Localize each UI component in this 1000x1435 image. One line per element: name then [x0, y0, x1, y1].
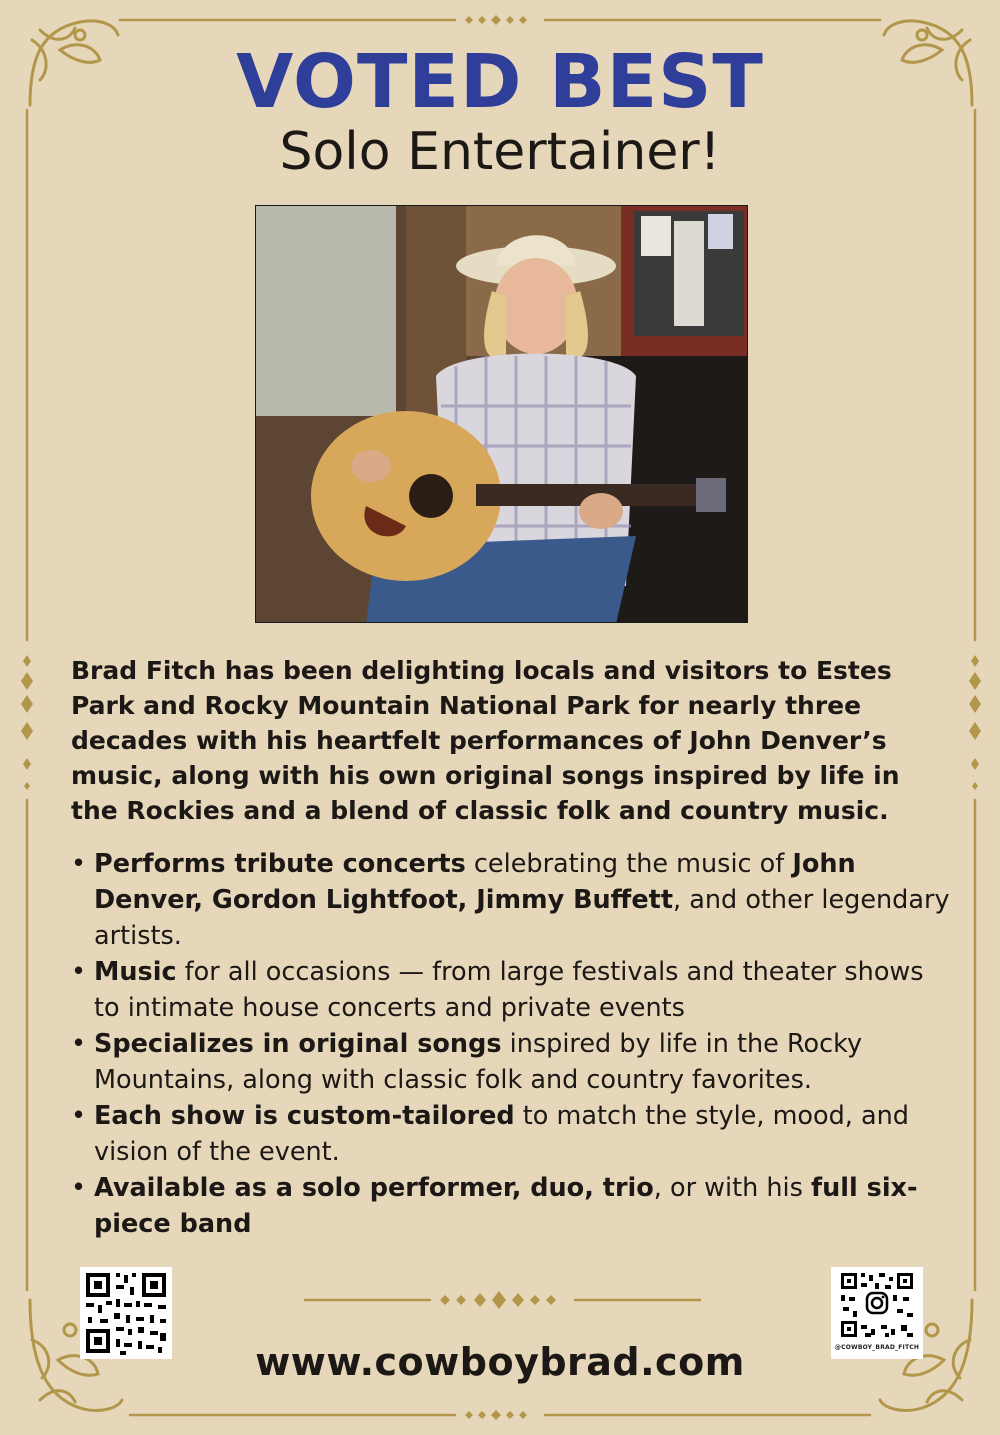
- list-item: [71, 954, 951, 1026]
- bullet-text: , or with his: [653, 1173, 812, 1203]
- bullet-lead: Available as a solo performer, duo, trio: [94, 1173, 654, 1203]
- bullet-lead: Each show is custom-tailored: [94, 1101, 515, 1131]
- subheadline: Solo Entertainer!: [279, 122, 721, 182]
- bullet-text: to match the style, mood, and vision of the event.: [94, 1101, 909, 1167]
- list-item: [71, 1170, 951, 1242]
- bullet-icon: •: [71, 1173, 87, 1203]
- bullet-lead: Music: [94, 957, 177, 987]
- bullet-bold-tail: full six-piece band: [94, 1173, 918, 1239]
- bullet-lead: Performs tribute concerts: [94, 849, 466, 879]
- bullet-icon: •: [71, 957, 87, 987]
- bullet-icon: •: [71, 1101, 87, 1131]
- bullet-names: John Denver, Gordon Lightfoot, Jimmy Buffett: [94, 849, 856, 915]
- bullet-text: , and other legendary artists.: [94, 885, 950, 951]
- list-item: [71, 1026, 951, 1098]
- headline: VOTED BEST: [236, 39, 764, 125]
- list-item: [71, 846, 951, 954]
- bullet-text: inspired by life in the Rocky Mountains, along with classic folk and country favorites.: [94, 1029, 863, 1095]
- bullet-lead: Specializes in original songs: [94, 1029, 502, 1059]
- performer-photo: [255, 205, 748, 623]
- bullet-icon: •: [71, 849, 87, 879]
- intro-text: Brad Fitch has been delighting locals and visitors to Estes Park and Rocky Mountain National Park for nearly three decades with his heartfelt performances of John Denver’s music, along with his own original songs inspired by life in the Rockies and a blend of classic folk and country music.: [71, 656, 900, 825]
- instagram-handle: @COWBOY_BRAD_FITCH: [834, 1344, 920, 1351]
- bullet-icon: •: [71, 1029, 87, 1059]
- bullet-text: for all occasions — from large festivals and theater shows to intimate house concerts and private events: [94, 957, 924, 1023]
- feature-list: [71, 846, 951, 1242]
- list-item: [71, 1098, 951, 1170]
- website-link[interactable]: www.cowboybrad.com: [255, 1340, 745, 1384]
- bullet-text: celebrating the music of: [465, 849, 793, 879]
- intro-paragraph: [71, 653, 941, 828]
